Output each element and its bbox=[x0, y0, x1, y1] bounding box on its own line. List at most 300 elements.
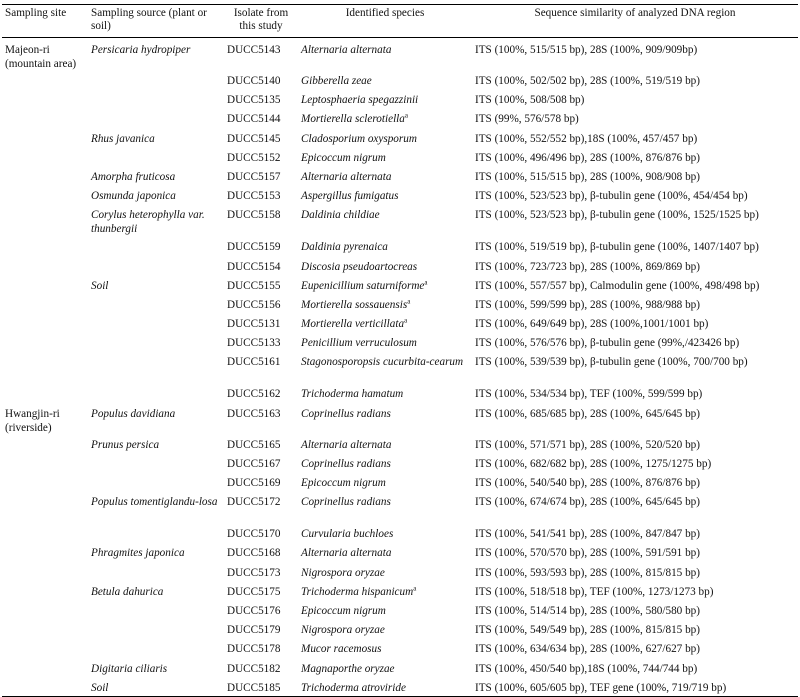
sampling-source-text: Populus tomentiglandu-losa bbox=[91, 496, 218, 509]
similarity-cell bbox=[472, 148, 798, 167]
species-cell bbox=[298, 148, 472, 167]
isolate-cell bbox=[224, 90, 298, 109]
table-row bbox=[2, 205, 798, 237]
similarity-text: ITS (100%, 515/515 bp), 28S (100%, 908/908 bp) bbox=[475, 170, 700, 183]
species-cell bbox=[298, 295, 472, 314]
species-cell bbox=[298, 237, 472, 256]
isolate-text: DUCC5165 bbox=[227, 438, 281, 451]
species-text: Penicillium verruculosum bbox=[301, 337, 417, 350]
species-text: Alternaria alternata bbox=[301, 44, 392, 56]
isolate-text: DUCC5169 bbox=[227, 477, 281, 489]
isolate-cell bbox=[224, 71, 298, 90]
sampling-source-cell bbox=[88, 543, 224, 562]
sampling-site-cell bbox=[2, 492, 88, 524]
species-cell bbox=[298, 563, 472, 582]
isolate-cell bbox=[224, 601, 298, 620]
sampling-source-cell bbox=[88, 257, 224, 276]
sampling-source-text: Soil bbox=[91, 681, 109, 694]
isolate-cell bbox=[224, 563, 298, 582]
table-row bbox=[2, 237, 798, 256]
isolate-cell bbox=[224, 257, 298, 276]
sampling-source-cell bbox=[88, 90, 224, 109]
similarity-cell bbox=[472, 473, 798, 492]
isolate-cell bbox=[224, 109, 298, 128]
sampling-source-cell bbox=[88, 524, 224, 543]
similarity-text: ITS (100%, 634/634 bp), 28S (100%, 627/627 bp) bbox=[475, 643, 700, 656]
similarity-cell bbox=[472, 492, 798, 524]
similarity-text: ITS (100%, 518/518 bp), TEF (100%, 1273/1273 bp) bbox=[475, 585, 714, 598]
isolate-text: DUCC5155 bbox=[227, 279, 281, 292]
table-row bbox=[2, 454, 798, 473]
isolate-cell bbox=[224, 678, 298, 697]
species-cell bbox=[298, 352, 472, 384]
table-row bbox=[2, 678, 798, 697]
table-row bbox=[2, 639, 798, 658]
sampling-site-cell bbox=[2, 71, 88, 90]
isolate-cell bbox=[224, 454, 298, 473]
similarity-text: ITS (100%, 502/502 bp), 28S (100%, 519/519 bp) bbox=[475, 75, 700, 87]
similarity-text: ITS (100%, 534/534 bp), TEF (100%, 599/599 bp) bbox=[475, 388, 703, 401]
species-text: Epicoccum nigrum bbox=[301, 151, 386, 164]
table-row bbox=[2, 473, 798, 492]
sampling-site-cell bbox=[2, 563, 88, 582]
sampling-site-cell bbox=[2, 639, 88, 658]
isolate-cell bbox=[224, 620, 298, 639]
sampling-site-cell bbox=[2, 38, 88, 72]
sampling-source-cell bbox=[88, 492, 224, 524]
isolate-text: DUCC5172 bbox=[227, 496, 281, 509]
species-cell bbox=[298, 639, 472, 658]
isolate-cell bbox=[224, 129, 298, 148]
sampling-site-cell bbox=[2, 454, 88, 473]
isolate-cell bbox=[224, 38, 298, 72]
isolate-cell bbox=[224, 384, 298, 403]
sampling-source-cell bbox=[88, 109, 224, 128]
sampling-source-cell bbox=[88, 384, 224, 403]
species-cell bbox=[298, 314, 472, 333]
similarity-text: ITS (100%, 570/570 bp), 28S (100%, 591/591 bp) bbox=[475, 547, 700, 560]
footnote-marker: a bbox=[424, 277, 428, 286]
isolate-cell bbox=[224, 543, 298, 562]
table-row bbox=[2, 129, 798, 148]
isolate-cell bbox=[224, 237, 298, 256]
sampling-source-cell bbox=[88, 352, 224, 384]
footnote-marker: a bbox=[404, 316, 408, 325]
sampling-source-cell bbox=[88, 129, 224, 148]
isolate-cell bbox=[224, 524, 298, 543]
sampling-source-text: Corylus heterophylla var. thunbergii bbox=[91, 209, 205, 236]
similarity-text: ITS (100%, 523/523 bp), β-tubulin gene (100%, 454/454 bp) bbox=[475, 190, 748, 203]
species-cell bbox=[298, 129, 472, 148]
sampling-site-cell bbox=[2, 384, 88, 403]
species-text: Nigrospora oryzae bbox=[301, 566, 385, 579]
isolate-text: DUCC5140 bbox=[227, 75, 281, 87]
table-row bbox=[2, 659, 798, 678]
sampling-source-cell bbox=[88, 295, 224, 314]
species-text: Alternaria alternata bbox=[301, 547, 392, 560]
sampling-source-cell bbox=[88, 601, 224, 620]
isolate-cell bbox=[224, 167, 298, 186]
similarity-cell bbox=[472, 620, 798, 639]
similarity-cell bbox=[472, 167, 798, 186]
sampling-site-cell bbox=[2, 524, 88, 543]
sampling-site-cell bbox=[2, 601, 88, 620]
sampling-source-cell bbox=[88, 659, 224, 678]
header-row bbox=[2, 5, 798, 38]
species-text: Mortierella sclerotiella bbox=[301, 113, 405, 126]
table-row bbox=[2, 148, 798, 167]
isolate-text: DUCC5167 bbox=[227, 457, 281, 470]
header-sampling-site: Sampling site bbox=[2, 5, 88, 38]
isolate-cell bbox=[224, 205, 298, 237]
table-row bbox=[2, 186, 798, 205]
sampling-source-cell bbox=[88, 205, 224, 237]
sampling-site-cell bbox=[2, 543, 88, 562]
isolate-cell bbox=[224, 639, 298, 658]
footnote-marker: a bbox=[404, 111, 408, 120]
species-text: Trichoderma hispanicum bbox=[301, 585, 414, 598]
sampling-site-cell bbox=[2, 435, 88, 454]
species-cell bbox=[298, 90, 472, 109]
sampling-site-cell bbox=[2, 678, 88, 697]
sampling-source-text: Populus davidiana bbox=[91, 407, 176, 420]
species-cell bbox=[298, 384, 472, 403]
sampling-source-text: Phragmites japonica bbox=[91, 547, 185, 560]
isolate-text: DUCC5182 bbox=[227, 662, 281, 675]
sampling-source-cell bbox=[88, 563, 224, 582]
isolate-text: DUCC5154 bbox=[227, 260, 281, 273]
sampling-site-cell bbox=[2, 167, 88, 186]
similarity-text: ITS (100%, 519/519 bp), β-tubulin gene (100%, 1407/1407 bp) bbox=[475, 241, 759, 254]
isolate-cell bbox=[224, 492, 298, 524]
table-row bbox=[2, 71, 798, 90]
isolate-cell bbox=[224, 148, 298, 167]
sampling-site-cell bbox=[2, 333, 88, 352]
similarity-text: ITS (100%, 576/576 bp), β-tubulin gene (99%,/423426 bp) bbox=[475, 337, 740, 350]
species-cell bbox=[298, 186, 472, 205]
isolate-cell bbox=[224, 404, 298, 435]
species-cell bbox=[298, 276, 472, 295]
similarity-cell bbox=[472, 314, 798, 333]
similarity-text: ITS (100%, 552/552 bp),18S (100%, 457/457 bp) bbox=[475, 132, 698, 145]
header-sampling-source: Sampling source (plant or soil) bbox=[88, 5, 224, 38]
table-row bbox=[2, 38, 798, 72]
table-row bbox=[2, 295, 798, 314]
isolate-text: DUCC5157 bbox=[227, 170, 281, 183]
species-cell bbox=[298, 659, 472, 678]
species-cell bbox=[298, 492, 472, 524]
similarity-cell bbox=[472, 639, 798, 658]
species-cell bbox=[298, 333, 472, 352]
similarity-cell bbox=[472, 384, 798, 403]
species-cell bbox=[298, 257, 472, 276]
sampling-site-cell bbox=[2, 109, 88, 128]
species-text: Epicoccum nigrum bbox=[301, 477, 386, 489]
similarity-text: ITS (100%, 557/557 bp), Calmodulin gene (100%, 498/498 bp) bbox=[475, 279, 760, 292]
species-text: Aspergillus fumigatus bbox=[301, 190, 399, 203]
table-row bbox=[2, 601, 798, 620]
sampling-source-cell bbox=[88, 620, 224, 639]
table-row bbox=[2, 524, 798, 543]
sampling-source-cell bbox=[88, 186, 224, 205]
similarity-cell bbox=[472, 237, 798, 256]
similarity-text: ITS (100%, 540/540 bp), 28S (100%, 876/876 bp) bbox=[475, 477, 700, 489]
sampling-source-text: Soil bbox=[91, 279, 109, 292]
similarity-text: ITS (100%, 685/685 bp), 28S (100%, 645/645 bp) bbox=[475, 407, 700, 420]
isolate-text: DUCC5185 bbox=[227, 681, 281, 694]
species-cell bbox=[298, 524, 472, 543]
species-text: Mucor racemosus bbox=[301, 643, 382, 656]
sampling-source-cell bbox=[88, 71, 224, 90]
similarity-text: ITS (100%, 508/508 bp) bbox=[475, 94, 585, 107]
species-text: Epicoccum nigrum bbox=[301, 604, 386, 617]
species-cell bbox=[298, 109, 472, 128]
isolate-cell bbox=[224, 295, 298, 314]
isolate-text: DUCC5143 bbox=[227, 44, 281, 56]
species-text: Alternaria alternata bbox=[301, 438, 392, 451]
table-row bbox=[2, 90, 798, 109]
species-text: Trichoderma hamatum bbox=[301, 388, 404, 401]
sampling-site-text: Majeon-ri (mountain area) bbox=[5, 44, 77, 70]
isolate-text: DUCC5173 bbox=[227, 566, 281, 579]
sampling-site-cell bbox=[2, 295, 88, 314]
sampling-source-cell bbox=[88, 167, 224, 186]
table-row bbox=[2, 167, 798, 186]
similarity-cell bbox=[472, 563, 798, 582]
sampling-source-cell bbox=[88, 237, 224, 256]
sampling-source-cell bbox=[88, 678, 224, 697]
table-row bbox=[2, 276, 798, 295]
similarity-text: ITS (100%, 549/549 bp), 28S (100%, 815/815 bp) bbox=[475, 624, 700, 637]
similarity-text: ITS (100%, 514/514 bp), 28S (100%, 580/580 bp) bbox=[475, 604, 700, 617]
sampling-site-cell bbox=[2, 620, 88, 639]
sampling-site-cell bbox=[2, 582, 88, 601]
isolate-text: DUCC5176 bbox=[227, 604, 281, 617]
sampling-source-text: Betula dahurica bbox=[91, 585, 164, 598]
species-text: Trichoderma atroviride bbox=[301, 681, 406, 694]
similarity-cell bbox=[472, 71, 798, 90]
table-row bbox=[2, 620, 798, 639]
table-row bbox=[2, 492, 798, 524]
similarity-cell bbox=[472, 90, 798, 109]
isolate-text: DUCC5178 bbox=[227, 643, 281, 656]
header-sequence-similarity: Sequence similarity of analyzed DNA region bbox=[472, 5, 798, 38]
similarity-text: ITS (100%, 723/723 bp), 28S (100%, 869/869 bp) bbox=[475, 260, 700, 273]
isolate-text: DUCC5163 bbox=[227, 407, 281, 420]
sampling-site-cell bbox=[2, 237, 88, 256]
sampling-source-text: Persicaria hydropiper bbox=[91, 44, 191, 56]
species-cell bbox=[298, 38, 472, 72]
table-row bbox=[2, 582, 798, 601]
similarity-cell bbox=[472, 205, 798, 237]
sampling-source-cell bbox=[88, 276, 224, 295]
species-text: Leptosphaeria spegazzinii bbox=[301, 94, 419, 107]
similarity-text: ITS (100%, 599/599 bp), 28S (100%, 988/988 bp) bbox=[475, 298, 700, 311]
species-text: Gibberella zeae bbox=[301, 75, 372, 87]
similarity-cell bbox=[472, 601, 798, 620]
similarity-cell bbox=[472, 678, 798, 697]
species-text: Curvularia buchloes bbox=[301, 528, 394, 541]
sampling-source-cell bbox=[88, 314, 224, 333]
similarity-cell bbox=[472, 352, 798, 384]
similarity-cell bbox=[472, 659, 798, 678]
similarity-cell bbox=[472, 582, 798, 601]
similarity-text: ITS (100%, 649/649 bp), 28S (100%,1001/1001 bp) bbox=[475, 318, 709, 331]
sampling-source-cell bbox=[88, 639, 224, 658]
species-text: Mortierella verticillata bbox=[301, 318, 405, 331]
similarity-text: ITS (100%, 571/571 bp), 28S (100%, 520/520 bp) bbox=[475, 438, 700, 451]
similarity-text: ITS (100%, 523/523 bp), β-tubulin gene (100%, 1525/1525 bp) bbox=[475, 209, 759, 222]
isolate-text: DUCC5144 bbox=[227, 113, 281, 126]
species-text: Cladosporium oxysporum bbox=[301, 132, 417, 145]
species-table bbox=[2, 4, 798, 697]
sampling-site-cell bbox=[2, 148, 88, 167]
sampling-site-cell bbox=[2, 205, 88, 237]
species-cell bbox=[298, 601, 472, 620]
similarity-cell bbox=[472, 109, 798, 128]
species-cell bbox=[298, 454, 472, 473]
species-cell bbox=[298, 543, 472, 562]
species-cell bbox=[298, 582, 472, 601]
species-text: Magnaporthe oryzae bbox=[301, 662, 395, 675]
similarity-text: ITS (100%, 682/682 bp), 28S (100%, 1275/1275 bp) bbox=[475, 457, 712, 470]
similarity-cell bbox=[472, 435, 798, 454]
table-row bbox=[2, 563, 798, 582]
similarity-text: ITS (100%, 450/540 bp),18S (100%, 744/744 bp) bbox=[475, 662, 698, 675]
sampling-source-cell bbox=[88, 404, 224, 435]
sampling-site-cell bbox=[2, 473, 88, 492]
sampling-site-cell bbox=[2, 276, 88, 295]
species-text: Daldinia childiae bbox=[301, 209, 380, 222]
isolate-cell bbox=[224, 435, 298, 454]
sampling-site-cell bbox=[2, 90, 88, 109]
isolate-text: DUCC5133 bbox=[227, 337, 281, 350]
table-row bbox=[2, 435, 798, 454]
sampling-site-cell bbox=[2, 314, 88, 333]
similarity-cell bbox=[472, 404, 798, 435]
isolate-cell bbox=[224, 314, 298, 333]
table-row bbox=[2, 352, 798, 384]
species-text: Coprinellus radians bbox=[301, 496, 391, 509]
sampling-source-text: Rhus javanica bbox=[91, 132, 155, 145]
sampling-source-text: Digitaria ciliaris bbox=[91, 662, 168, 675]
isolate-cell bbox=[224, 659, 298, 678]
similarity-cell bbox=[472, 257, 798, 276]
similarity-cell bbox=[472, 454, 798, 473]
table-row bbox=[2, 109, 798, 128]
similarity-cell bbox=[472, 524, 798, 543]
footnote-marker: a bbox=[407, 297, 411, 306]
species-cell bbox=[298, 167, 472, 186]
table-row bbox=[2, 314, 798, 333]
sampling-site-cell bbox=[2, 659, 88, 678]
species-cell bbox=[298, 435, 472, 454]
similarity-cell bbox=[472, 543, 798, 562]
sampling-source-cell bbox=[88, 582, 224, 601]
similarity-text: ITS (100%, 593/593 bp), 28S (100%, 815/815 bp) bbox=[475, 566, 700, 579]
similarity-text: ITS (100%, 541/541 bp), 28S (100%, 847/847 bp) bbox=[475, 528, 700, 541]
isolate-text: DUCC5135 bbox=[227, 94, 281, 107]
similarity-text: ITS (99%, 576/578 bp) bbox=[475, 113, 579, 126]
species-cell bbox=[298, 404, 472, 435]
table-row bbox=[2, 384, 798, 403]
sampling-source-cell bbox=[88, 333, 224, 352]
isolate-cell bbox=[224, 352, 298, 384]
species-text: Nigrospora oryzae bbox=[301, 624, 385, 637]
table-row bbox=[2, 333, 798, 352]
isolate-text: DUCC5145 bbox=[227, 132, 281, 145]
table-body bbox=[2, 38, 798, 697]
table-row bbox=[2, 404, 798, 435]
isolate-text: DUCC5152 bbox=[227, 151, 281, 164]
sampling-site-cell bbox=[2, 352, 88, 384]
species-text: Daldinia pyrenaica bbox=[301, 241, 388, 254]
similarity-cell bbox=[472, 333, 798, 352]
sampling-site-cell bbox=[2, 186, 88, 205]
species-cell bbox=[298, 205, 472, 237]
species-text: Alternaria alternata bbox=[301, 170, 392, 183]
similarity-cell bbox=[472, 38, 798, 72]
similarity-text: ITS (100%, 539/539 bp), β-tubulin gene (100%, 700/700 bp) bbox=[475, 356, 748, 369]
similarity-cell bbox=[472, 295, 798, 314]
isolate-cell bbox=[224, 186, 298, 205]
isolate-text: DUCC5153 bbox=[227, 190, 281, 203]
sampling-source-cell bbox=[88, 454, 224, 473]
isolate-text: DUCC5168 bbox=[227, 547, 281, 560]
isolate-text: DUCC5156 bbox=[227, 298, 281, 311]
sampling-site-cell bbox=[2, 404, 88, 435]
isolate-text: DUCC5175 bbox=[227, 585, 281, 598]
sampling-site-cell bbox=[2, 257, 88, 276]
isolate-text: DUCC5159 bbox=[227, 241, 281, 254]
isolate-cell bbox=[224, 276, 298, 295]
isolate-text: DUCC5162 bbox=[227, 388, 281, 401]
sampling-source-text: Osmunda japonica bbox=[91, 190, 176, 203]
sampling-source-cell bbox=[88, 435, 224, 454]
species-text: Eupenicillium saturniforme bbox=[301, 279, 425, 292]
isolate-text: DUCC5161 bbox=[227, 356, 281, 369]
species-cell bbox=[298, 620, 472, 639]
species-text: Mortierella sossauensis bbox=[301, 298, 408, 311]
sampling-source-text: Amorpha fruticosa bbox=[91, 170, 176, 183]
sampling-source-text: Prunus persica bbox=[91, 438, 160, 451]
table-row bbox=[2, 543, 798, 562]
isolate-cell bbox=[224, 473, 298, 492]
similarity-text: ITS (100%, 674/674 bp), 28S (100%, 645/645 bp) bbox=[475, 496, 700, 509]
table-row bbox=[2, 257, 798, 276]
species-cell bbox=[298, 473, 472, 492]
species-text: Coprinellus radians bbox=[301, 407, 391, 420]
similarity-text: ITS (100%, 605/605 bp), TEF gene (100%, 719/719 bp) bbox=[475, 681, 727, 694]
isolate-text: DUCC5170 bbox=[227, 528, 281, 541]
header-isolate: Isolate from this study bbox=[224, 5, 298, 38]
isolate-text: DUCC5158 bbox=[227, 209, 281, 222]
species-text: Stagonosporopsis cucurbita-cearum bbox=[301, 356, 464, 369]
species-text: Discosia pseudoartocreas bbox=[301, 260, 418, 273]
sampling-source-cell bbox=[88, 148, 224, 167]
similarity-text: ITS (100%, 515/515 bp), 28S (100%, 909/909bp) bbox=[475, 44, 698, 56]
species-text: Coprinellus radians bbox=[301, 457, 391, 470]
sampling-site-text: Hwangjin-ri (riverside) bbox=[5, 407, 60, 434]
similarity-text: ITS (100%, 496/496 bp), 28S (100%, 876/876 bp) bbox=[475, 151, 700, 164]
isolate-cell bbox=[224, 582, 298, 601]
sampling-source-cell bbox=[88, 473, 224, 492]
sampling-source-cell bbox=[88, 38, 224, 72]
similarity-cell bbox=[472, 276, 798, 295]
similarity-cell bbox=[472, 186, 798, 205]
isolate-cell bbox=[224, 333, 298, 352]
similarity-cell bbox=[472, 129, 798, 148]
